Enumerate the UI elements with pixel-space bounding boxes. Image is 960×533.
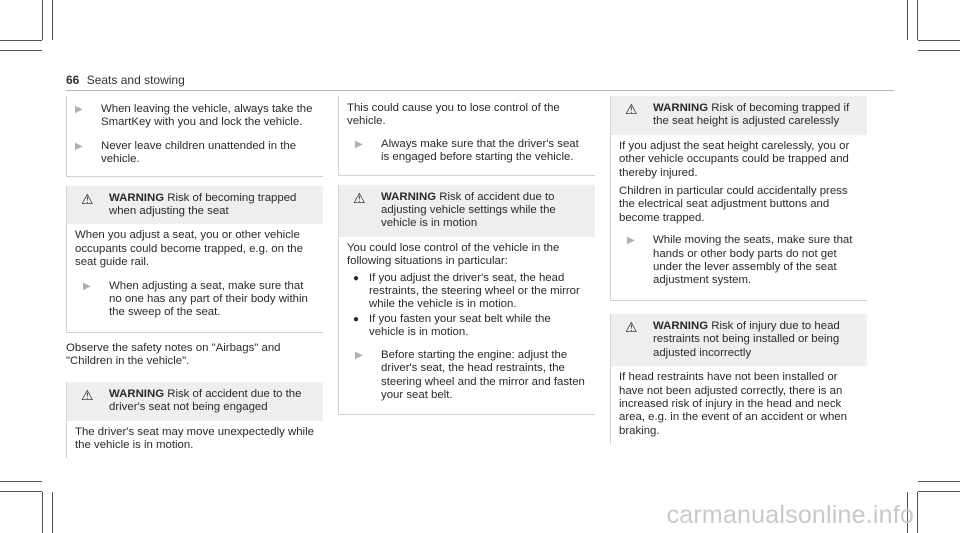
- crop-mark: [907, 0, 908, 40]
- arrow-icon: ▶: [75, 104, 83, 115]
- warning-header: [67, 186, 323, 225]
- warning-header: [339, 185, 595, 237]
- crop-mark: [52, 492, 53, 533]
- instruction-step: ▶ Never leave children unattended in the vehicle.: [67, 140, 323, 167]
- warning-box: [338, 185, 595, 416]
- bullet-icon: ●: [353, 313, 360, 325]
- watermark: carmanualsonline.info: [666, 501, 914, 529]
- page-number: 66: [66, 73, 80, 87]
- warning-triangle-icon: ⚠: [81, 386, 94, 403]
- header-rule: [66, 90, 894, 91]
- crop-mark: [918, 481, 960, 482]
- warning-triangle-icon: ⚠: [625, 318, 638, 335]
- warning-label: WARNING: [653, 319, 709, 332]
- column-3: [610, 96, 867, 444]
- warning-triangle-icon: ⚠: [81, 190, 94, 207]
- warning-header: [611, 96, 867, 135]
- page-header: [66, 73, 185, 87]
- warning-title: Risk of becoming trapped if the seat height is adjusted carelessly: [653, 102, 850, 128]
- warning-triangle-icon: ⚠: [625, 101, 638, 117]
- note-text: Observe the safety notes on "Airbags" and "Children in the vehicle".: [66, 341, 281, 368]
- crop-mark: [917, 0, 918, 40]
- instruction-step: ▶ While moving the seats, make sure that hands or other body parts do not get under the lever assembly of the seat adjustment system.: [619, 234, 859, 294]
- section-title: Seats and stowing: [86, 73, 185, 87]
- arrow-icon: ▶: [627, 235, 635, 247]
- crop-mark: [917, 492, 918, 533]
- warning-title: Risk of accident due to adjusting vehicle settings while the vehicle is in motion: [381, 190, 556, 230]
- warning-label: WARNING: [109, 387, 165, 400]
- warning-title: Risk of injury due to head restraints not being installed or being adjusted incorrectly: [653, 319, 840, 359]
- instruction-step: ▶ Always make sure that the driver's seat is engaged before starting the vehicle.: [347, 138, 587, 165]
- warning-box: [66, 382, 323, 459]
- warning-box: [66, 186, 323, 333]
- bullet-icon: ●: [353, 272, 360, 284]
- warning-body: The driver's seat may move unexpectedly while the vehicle is in motion.: [75, 425, 314, 451]
- crop-mark: [0, 481, 42, 482]
- warning-body: If you adjust the seat height carelessly, you or other vehicle occupants could be trapped and thereby injured. Children in particular could accidentally press the electrical seat adjustment buttons and become trapped. ▶ While moving the seats, make sure that hands or other body parts do not get under the lever assembly of the seat adjustment system.: [611, 135, 867, 300]
- column-2: [338, 96, 595, 415]
- warning-label: WARNING: [381, 190, 437, 203]
- list-item: ● If you adjust the driver's seat, the head restraints, the steering wheel or the mirror while the vehicle is in motion.: [347, 272, 587, 312]
- crop-mark: [0, 50, 42, 51]
- arrow-icon: ▶: [355, 349, 363, 361]
- crop-mark: [0, 491, 42, 492]
- instruction-step: ▶ When adjusting a seat, make sure that no one has any part of their body within the sweep of the seat.: [75, 280, 315, 326]
- arrow-icon: ▶: [355, 138, 363, 150]
- warning-title: Risk of becoming trapped when adjusting the seat: [109, 191, 297, 218]
- list-item: ● If you fasten your seat belt while the vehicle is in motion.: [347, 313, 587, 340]
- bullet-list: [347, 272, 587, 340]
- warning-header: [611, 314, 867, 366]
- column-1: [66, 96, 323, 458]
- warning-label: WARNING: [653, 102, 709, 114]
- crop-mark: [52, 0, 53, 40]
- instruction-step: ▶ When leaving the vehicle, always take the SmartKey with you and lock the vehicle.: [67, 103, 323, 130]
- instruction-step: ▶ Before starting the engine: adjust the driver's seat, the head restraints, the steering wheel and the mirror and fasten your seat belt.: [347, 349, 587, 409]
- warning-body: You could lose control of the vehicle in the following situations in particular: ● If you adjust the driver's seat, the head restraints, the steering wheel or the mirror while the vehicle is in motion. ● If you fasten your seat belt while the vehicle is in motion. ▶ Before starting the engine: adjust the driver's seat, the head restraints, the steering wheel and the mirror and fasten your seat belt.: [339, 237, 595, 414]
- arrow-icon: ▶: [83, 280, 91, 292]
- crop-mark: [42, 492, 43, 533]
- steps-box: [66, 96, 323, 177]
- warning-label: WARNING: [109, 191, 165, 204]
- warning-box: [610, 314, 867, 444]
- warning-continued-box: This could cause you to lose control of the vehicle. ▶ Always make sure that the driver's seat is engaged before starting the vehicle.: [338, 96, 595, 176]
- warning-triangle-icon: ⚠: [353, 189, 366, 206]
- crop-mark: [918, 40, 960, 41]
- warning-box: [610, 96, 867, 301]
- warning-header: [67, 382, 323, 421]
- warning-body: When you adjust a seat, you or other vehicle occupants could become trapped, e.g. on the seat guide rail. ▶ When adjusting a seat, make sure that no one has any part of their body within the sweep of the seat.: [67, 224, 323, 331]
- arrow-icon: ▶: [75, 140, 83, 152]
- crop-mark: [42, 0, 43, 40]
- warning-body: If head restraints have not been installed or have not been adjusted correctly, there is an increased risk of injury in the head and neck area, e.g. in the event of an accident or when braking.: [619, 371, 847, 437]
- crop-mark: [918, 491, 960, 492]
- warning-title: Risk of accident due to the driver's seat not being engaged: [109, 387, 302, 414]
- crop-mark: [0, 40, 42, 41]
- crop-mark: [918, 50, 960, 51]
